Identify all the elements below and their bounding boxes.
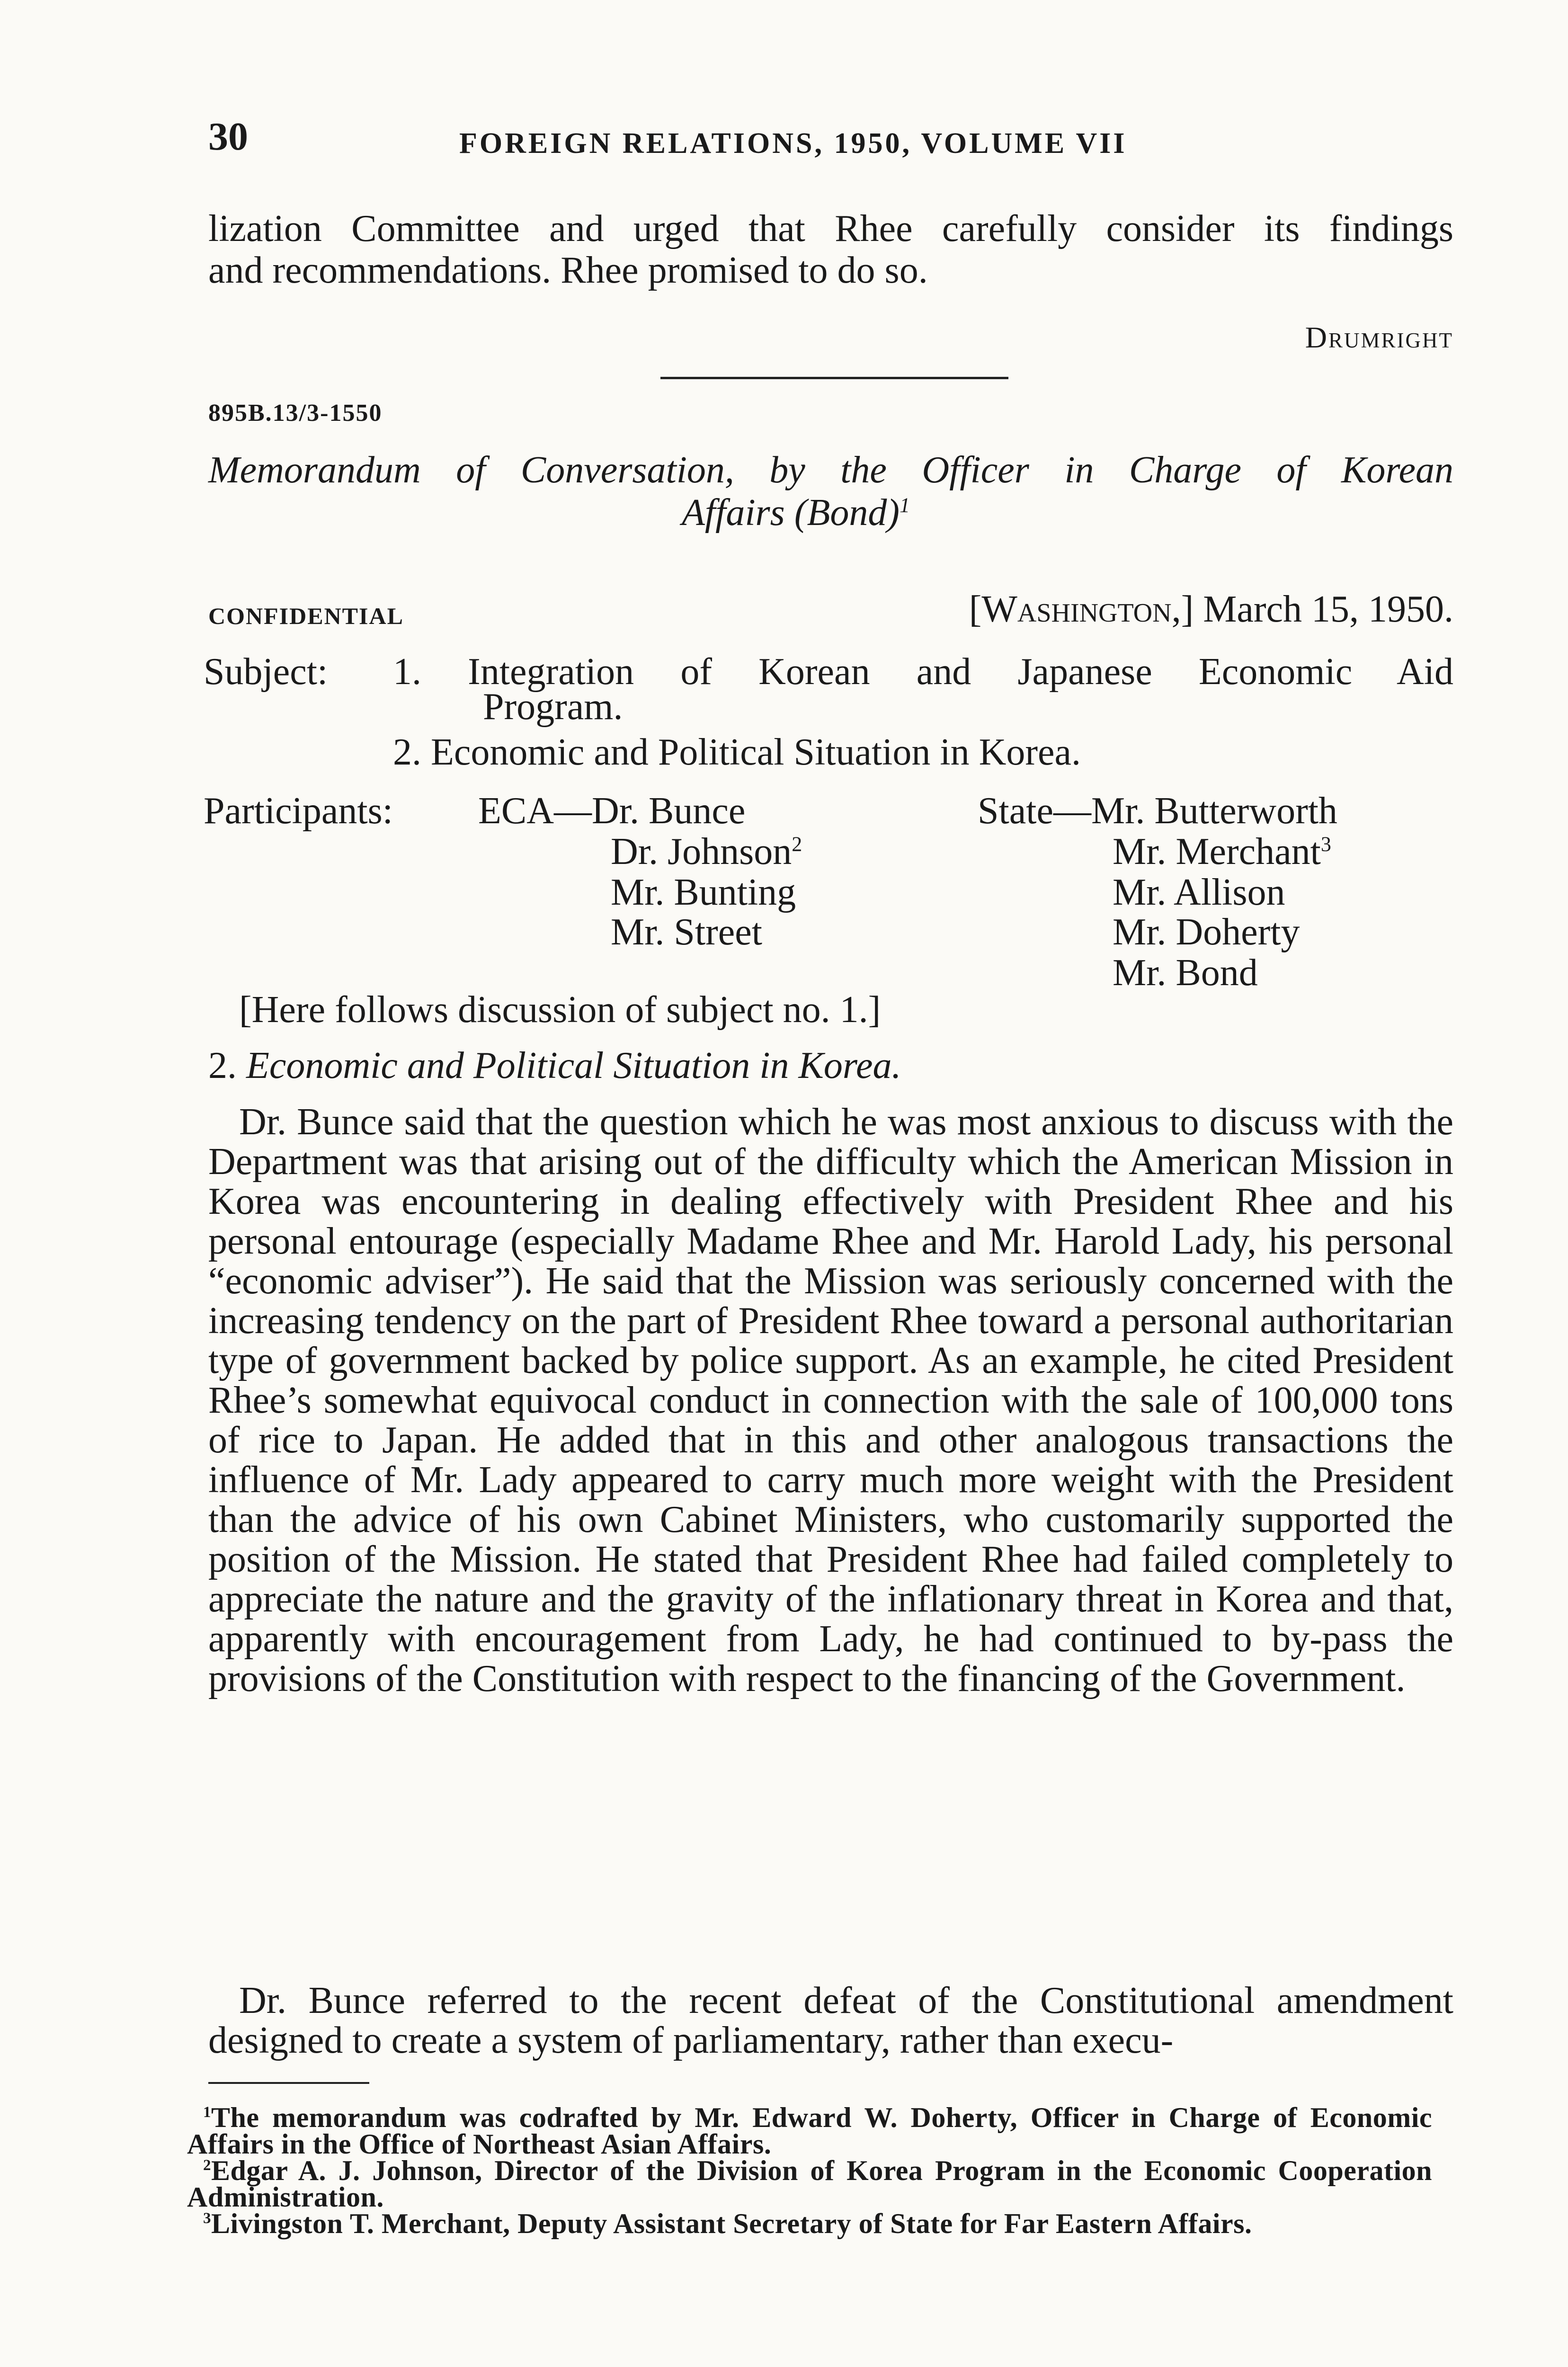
subject-item-2: 2. Economic and Political Situation in Korea. bbox=[393, 731, 1081, 773]
footnote-1 bbox=[187, 2102, 1432, 2160]
document-title-line-1: Memorandum of Conversation, by the Officer in Charge of Korean bbox=[208, 449, 1453, 491]
footnote-rule bbox=[208, 2082, 369, 2084]
subject-label: Subject: bbox=[204, 651, 328, 693]
footnote-text: Edgar A. J. Johnson, Director of the Division of Korea Program in the Economic Cooperation Administration. bbox=[187, 2155, 1432, 2213]
body-paragraph-1: Dr. Bunce said that the question which he was most anxious to discuss with the Department was that arising out of the difficulty which the American Mission in Korea was encountering in dealing effectively with President Rhee and his personal entourage (especially Madame Rhee and Mr. Harold Lady, his personal “economic adviser”). He said that the Mission was seriously concerned with the increasing tendency on the part of President Rhee toward a personal authoritarian type of government backed by police support. As an example, he cited President Rhee’s somewhat equivocal conduct in connection with the sale of 100,000 tons of rice to Japan. He added that in this and other analogous transactions the influence of Mr. Lady appeared to carry much more weight with the President than the advice of his own Cabinet Ministers, who customarily supported the position of the Mission. He stated that President Rhee had failed completely to appreciate the nature and the gravity of the inflationary threat in Korea and that, apparently with encouragement from Lady, he had continued to by-pass the provisions of the Constitution with respect to the financing of the Government. bbox=[208, 1101, 1453, 1700]
state-prefix: State— bbox=[978, 790, 1091, 832]
participant: Mr. Bond bbox=[1113, 952, 1258, 994]
subject-item-1: 1. Integration of Korean and Japanese Economic Aid bbox=[393, 651, 1453, 693]
continuation-line-1: lization Committee and urged that Rhee carefully consider its findings bbox=[208, 208, 1453, 249]
footnote-mark: 3 bbox=[203, 2210, 211, 2227]
running-title: FOREIGN RELATIONS, 1950, VOLUME VII bbox=[459, 127, 1127, 160]
footnote-ref-1: 1 bbox=[899, 493, 910, 517]
footnotes bbox=[187, 2104, 1432, 2237]
editorial-note: [Here follows discussion of subject no. 1.] bbox=[239, 989, 881, 1031]
section-title: Economic and Political Situation in Korea. bbox=[246, 1045, 901, 1086]
participants-label: Participants: bbox=[204, 790, 393, 832]
separator-rule bbox=[660, 377, 1008, 379]
footnote-text: Livingston T. Merchant, Deputy Assistant Secretary of State for Far Eastern Affairs. bbox=[211, 2208, 1252, 2239]
footnote-text: The memorandum was codrafted by Mr. Edward W. Doherty, Officer in Charge of Economic Affairs in the Office of Northeast Asian Affairs. bbox=[187, 2102, 1432, 2160]
footnote-ref-3: 3 bbox=[1320, 832, 1331, 856]
page-number: 30 bbox=[208, 115, 248, 159]
participant: Mr. Street bbox=[611, 911, 762, 953]
subject-item-1-cont: Program. bbox=[483, 686, 623, 728]
participant: Dr. Johnson bbox=[611, 831, 792, 872]
eca-group bbox=[478, 791, 745, 831]
page-header bbox=[208, 114, 1458, 166]
section-number: 2. bbox=[208, 1045, 237, 1086]
date: March 15, 1950. bbox=[1203, 588, 1453, 630]
continuation-line-2: and recommendations. Rhee promised to do so. bbox=[208, 249, 928, 291]
footnote-mark: 1 bbox=[203, 2104, 211, 2121]
footnote-3 bbox=[187, 2210, 1432, 2237]
document-title-line-2 bbox=[682, 492, 910, 533]
footnote-ref-2: 2 bbox=[792, 832, 802, 856]
eca-prefix: ECA— bbox=[478, 790, 592, 832]
state-group bbox=[978, 791, 1337, 831]
footnote-mark: 2 bbox=[203, 2157, 211, 2174]
prior-signature: Drumright bbox=[1305, 320, 1453, 354]
section-heading bbox=[208, 1045, 901, 1086]
place-and-date: [Washington,] March 15, 1950. bbox=[969, 588, 1453, 630]
document-title-affairs: Affairs (Bond) bbox=[682, 492, 900, 534]
participant: Mr. Butterworth bbox=[1091, 790, 1337, 832]
participant: Mr. Merchant bbox=[1113, 831, 1321, 872]
participant: Dr. Bunce bbox=[592, 790, 746, 832]
footnote-2 bbox=[187, 2155, 1432, 2213]
place: Washington bbox=[981, 588, 1172, 630]
participant: Mr. Bunting bbox=[611, 872, 796, 913]
participant: Mr. Allison bbox=[1113, 872, 1285, 913]
body-paragraph-2: Dr. Bunce referred to the recent defeat of the Constitutional amendment designed to create a system of parliamentary, rather than execu- bbox=[208, 1980, 1453, 2061]
classification: CONFIDENTIAL bbox=[208, 603, 404, 629]
participant: Mr. Doherty bbox=[1113, 911, 1300, 953]
file-number: 895B.13/3-1550 bbox=[208, 400, 383, 427]
